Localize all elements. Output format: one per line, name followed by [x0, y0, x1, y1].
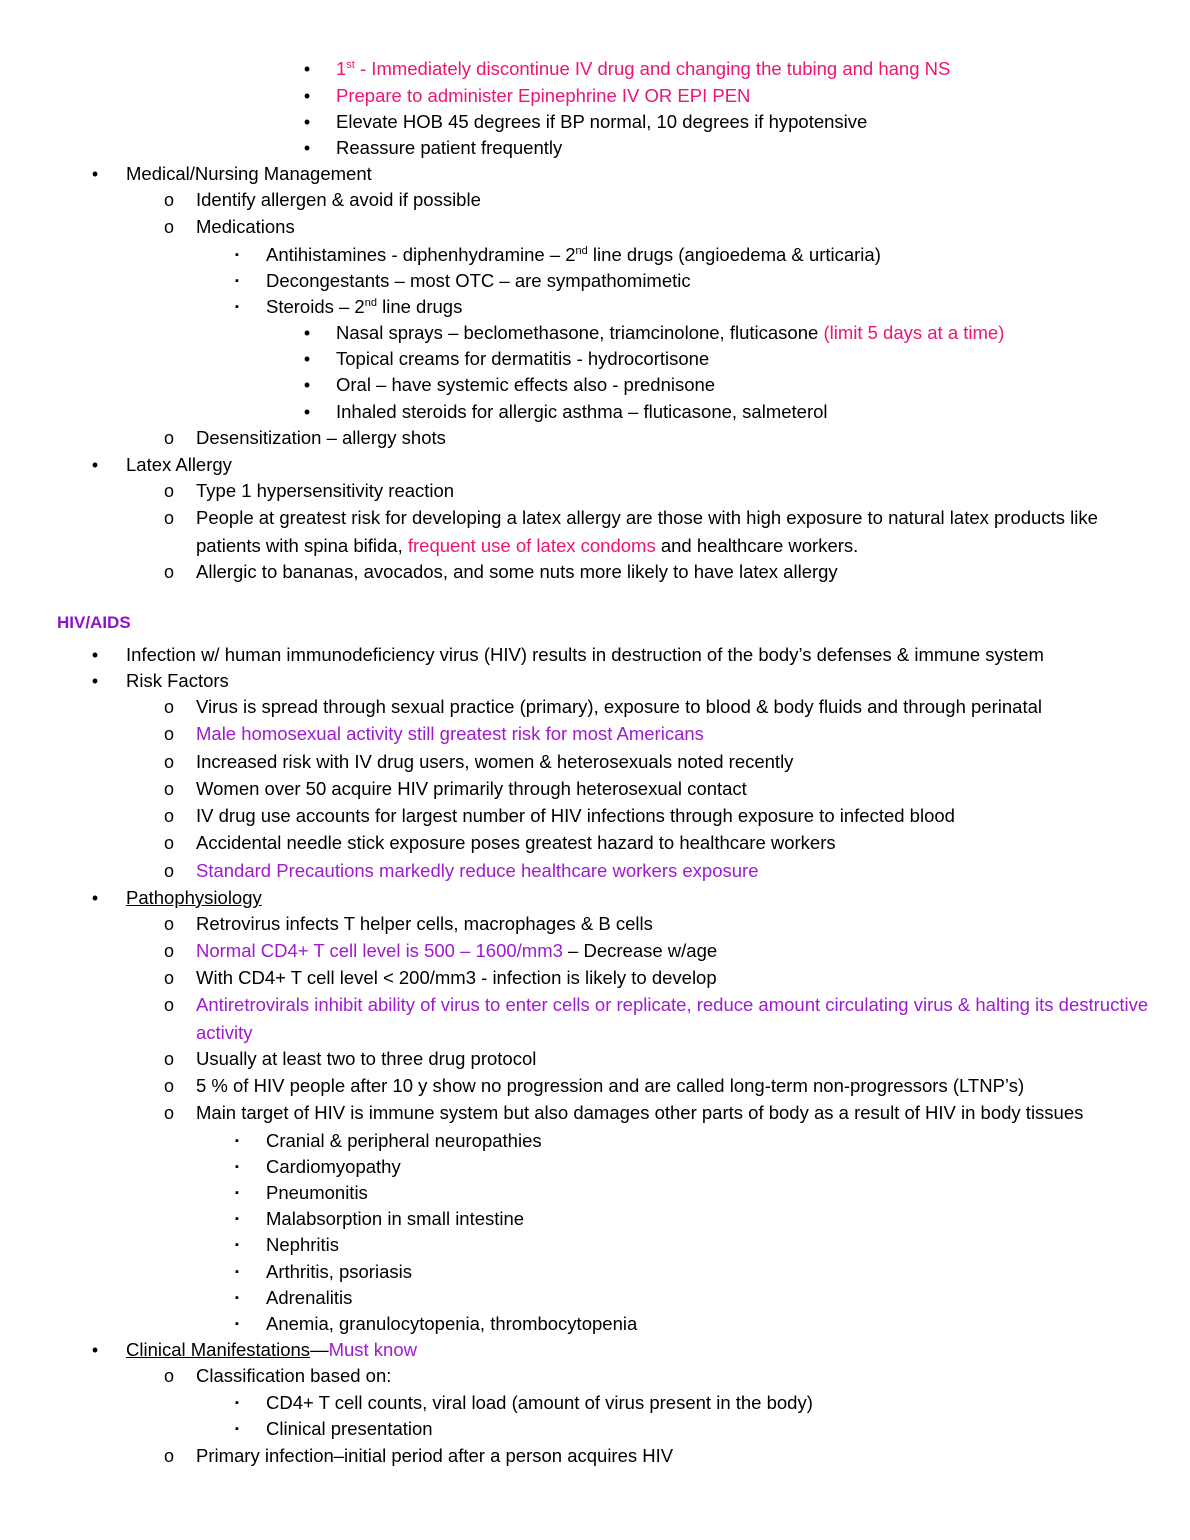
text-run: Topical creams for dermatitis - hydrocortisone: [336, 348, 710, 369]
circle-bullet-icon: o: [163, 861, 174, 881]
text-run: IV drug use accounts for largest number of HIV infections through exposure to infected blood: [196, 805, 955, 826]
list-item-text: [196, 722, 1150, 746]
bullet-icon: •: [303, 86, 311, 106]
text-run: Adrenalitis: [266, 1287, 353, 1308]
circle-bullet-icon: o: [163, 481, 174, 501]
circle-bullet-icon: o: [163, 806, 174, 826]
list-item-text: [126, 162, 1150, 186]
text-run: line drugs: [376, 296, 463, 317]
list-item-text: [196, 504, 1150, 560]
list-item-text: [126, 886, 1150, 910]
text-run: Desensitization – allergy shots: [196, 427, 446, 448]
text-run: Antiretrovirals inhibit ability of virus to enter cells or replicate, reduce amount circulating virus & halting its destructive activity: [196, 994, 1149, 1043]
bullet-icon: •: [303, 402, 311, 422]
circle-bullet-icon: o: [163, 752, 174, 772]
list-item-text: [266, 1181, 1150, 1205]
list-item-text: [336, 136, 1150, 160]
square-bullet-icon: ▪: [235, 1397, 239, 1409]
list-item-text: [196, 966, 1150, 990]
circle-bullet-icon: o: [163, 1103, 174, 1123]
text-run: —: [310, 1339, 329, 1360]
square-bullet-icon: ▪: [235, 1292, 239, 1304]
circle-bullet-icon: o: [163, 1446, 174, 1466]
list-item-text: [266, 1155, 1150, 1179]
text-run: Pneumonitis: [266, 1182, 368, 1203]
text-run: Standard Precautions markedly reduce healthcare workers exposure: [196, 860, 759, 881]
list-item-text: [196, 188, 1150, 212]
list-item-text: [266, 1260, 1150, 1284]
list-item-text: [336, 321, 1150, 345]
text-run: Pathophysiology: [126, 887, 262, 908]
text-run: Accidental needle stick exposure poses greatest hazard to healthcare workers: [196, 832, 836, 853]
bullet-icon: •: [303, 375, 311, 395]
text-run: Arthritis, psoriasis: [266, 1261, 412, 1282]
list-item-text: [196, 1364, 1150, 1388]
circle-bullet-icon: o: [163, 1076, 174, 1096]
section-heading: HIV/AIDS: [57, 613, 131, 632]
text-run: Usually at least two to three drug protocol: [196, 1048, 537, 1069]
bullet-icon: •: [303, 323, 311, 343]
text-run: Decongestants – most OTC – are sympathomimetic: [266, 270, 691, 291]
text-run: Normal CD4+ T cell level is 500 – 1600/mm3: [196, 940, 563, 961]
list-item-text: [266, 269, 1150, 293]
text-run: Risk Factors: [126, 670, 229, 691]
text-run: Nasal sprays – beclomethasone, triamcinolone, fluticasone: [336, 322, 824, 343]
list-item-text: [196, 695, 1150, 719]
text-run: Anemia, granulocytopenia, thrombocytopenia: [266, 1313, 638, 1334]
text-run: 5 % of HIV people after 10 y show no progression and are called long-term non-progressors (LTNP’s): [196, 1075, 1025, 1096]
text-run: Nephritis: [266, 1234, 339, 1255]
circle-bullet-icon: o: [163, 914, 174, 934]
list-item-text: [126, 643, 1150, 667]
text-run: st: [346, 58, 355, 71]
circle-bullet-icon: o: [163, 1366, 174, 1386]
text-run: Cardiomyopathy: [266, 1156, 401, 1177]
text-run: Latex Allergy: [126, 454, 232, 475]
text-run: Medical/Nursing Management: [126, 163, 372, 184]
text-run: 1: [336, 58, 347, 79]
list-item-text: [336, 84, 1150, 108]
square-bullet-icon: ▪: [235, 1318, 239, 1330]
bullet-icon: •: [91, 1340, 99, 1360]
square-bullet-icon: ▪: [235, 1161, 239, 1173]
circle-bullet-icon: o: [163, 724, 174, 744]
square-bullet-icon: ▪: [235, 1135, 239, 1147]
circle-bullet-icon: o: [163, 190, 174, 210]
list-item-text: [266, 1286, 1150, 1310]
list-item-text: [336, 373, 1150, 397]
list-item-text: [196, 831, 1150, 855]
text-run: Elevate HOB 45 degrees if BP normal, 10 degrees if hypotensive: [336, 111, 868, 132]
list-item-text: [196, 1444, 1150, 1468]
text-run: frequent use of latex condoms: [407, 535, 656, 556]
square-bullet-icon: ▪: [235, 1239, 239, 1251]
list-item-text: [266, 1207, 1150, 1231]
list-item-text: [336, 400, 1150, 424]
text-run: Women over 50 acquire HIV primarily through heterosexual contact: [196, 778, 747, 799]
text-run: Infection w/ human immunodeficiency virus (HIV) results in destruction of the body’s defenses & immune system: [126, 644, 1044, 665]
text-run: Identify allergen & avoid if possible: [196, 189, 481, 210]
list-item-text: [196, 426, 1150, 450]
bullet-icon: •: [303, 138, 311, 158]
square-bullet-icon: ▪: [235, 301, 239, 313]
list-item-text: [126, 669, 1150, 693]
circle-bullet-icon: o: [163, 217, 174, 237]
circle-bullet-icon: o: [163, 779, 174, 799]
list-item-text: [196, 1074, 1150, 1098]
list-item-text: [196, 479, 1150, 503]
text-run: line drugs (angioedema & urticaria): [587, 244, 881, 265]
list-item-text: [126, 1338, 1150, 1362]
circle-bullet-icon: o: [163, 968, 174, 988]
list-item-text: [196, 560, 1150, 584]
text-run: and healthcare workers.: [655, 535, 859, 556]
text-run: Reassure patient frequently: [336, 137, 563, 158]
text-run: Clinical Manifestations: [126, 1339, 311, 1360]
list-item-text: [196, 804, 1150, 828]
text-run: Prepare to administer Epinephrine IV OR EPI PEN: [336, 85, 751, 106]
text-run: – Decrease w/age: [562, 940, 718, 961]
text-run: Cranial & peripheral neuropathies: [266, 1130, 542, 1151]
bullet-icon: •: [91, 671, 99, 691]
square-bullet-icon: ▪: [235, 1266, 239, 1278]
list-item-text: [126, 453, 1150, 477]
bullet-icon: •: [303, 59, 311, 79]
text-run: Steroids – 2: [266, 296, 365, 317]
text-run: nd: [364, 296, 377, 309]
square-bullet-icon: ▪: [235, 1423, 239, 1435]
bullet-icon: •: [303, 112, 311, 132]
circle-bullet-icon: o: [163, 1049, 174, 1069]
list-item-text: [196, 750, 1150, 774]
text-run: Male homosexual activity still greatest risk for most Americans: [196, 723, 704, 744]
text-run: Increased risk with IV drug users, women & heterosexuals noted recently: [196, 751, 794, 772]
bullet-icon: •: [303, 349, 311, 369]
text-run: Type 1 hypersensitivity reaction: [196, 480, 455, 501]
text-run: Malabsorption in small intestine: [266, 1208, 525, 1229]
bullet-icon: •: [91, 645, 99, 665]
text-run: Oral – have systemic effects also - prednisone: [336, 374, 716, 395]
list-item-text: [196, 1101, 1150, 1125]
text-run: Classification based on:: [196, 1365, 392, 1386]
text-run: (limit 5 days at a time): [823, 322, 1005, 343]
circle-bullet-icon: o: [163, 697, 174, 717]
list-item-text: [196, 912, 1150, 936]
list-item-text: [196, 991, 1150, 1047]
list-item-text: [336, 347, 1150, 371]
bullet-icon: •: [91, 164, 99, 184]
text-run: nd: [575, 244, 588, 257]
text-run: Primary infection–initial period after a person acquires HIV: [196, 1445, 674, 1466]
text-run: Retrovirus infects T helper cells, macrophages & B cells: [196, 913, 653, 934]
text-run: Clinical presentation: [266, 1418, 433, 1439]
square-bullet-icon: ▪: [235, 249, 239, 261]
list-item-text: [266, 1233, 1150, 1257]
square-bullet-icon: ▪: [235, 275, 239, 287]
text-run: Must know: [328, 1339, 417, 1360]
square-bullet-icon: ▪: [235, 1213, 239, 1225]
list-item-text: [266, 1417, 1150, 1441]
text-run: Medications: [196, 216, 295, 237]
circle-bullet-icon: o: [163, 508, 174, 528]
circle-bullet-icon: o: [163, 995, 174, 1015]
list-item-text: [336, 110, 1150, 134]
list-item-text: [266, 1312, 1150, 1336]
text-run: CD4+ T cell counts, viral load (amount of virus present in the body): [266, 1392, 813, 1413]
list-item-text: [196, 859, 1150, 883]
circle-bullet-icon: o: [163, 428, 174, 448]
circle-bullet-icon: o: [163, 941, 174, 961]
text-run: People at greatest risk for developing a latex allergy are those with high exposure to natural latex products like patients with spina bifida,: [196, 507, 1098, 556]
text-run: With CD4+ T cell level < 200/mm3 - infection is likely to develop: [196, 967, 717, 988]
circle-bullet-icon: o: [163, 833, 174, 853]
list-item-text: [196, 939, 1150, 963]
list-item-text: [196, 777, 1150, 801]
text-run: Inhaled steroids for allergic asthma – fluticasone, salmeterol: [336, 401, 828, 422]
text-run: - Immediately discontinue IV drug and changing the tubing and hang NS: [354, 58, 951, 79]
circle-bullet-icon: o: [163, 562, 174, 582]
bullet-icon: •: [91, 888, 99, 908]
list-item-text: [336, 57, 1150, 81]
list-item-text: [266, 243, 1150, 267]
list-item-text: [196, 1047, 1150, 1071]
bullet-icon: •: [91, 455, 99, 475]
square-bullet-icon: ▪: [235, 1187, 239, 1199]
list-item-text: [196, 215, 1150, 239]
text-run: Allergic to bananas, avocados, and some nuts more likely to have latex allergy: [196, 561, 838, 582]
list-item-text: [266, 1129, 1150, 1153]
list-item-text: [266, 295, 1150, 319]
text-run: Virus is spread through sexual practice (primary), exposure to blood & body fluids and through perinatal: [196, 696, 1042, 717]
text-run: Main target of HIV is immune system but also damages other parts of body as a result of HIV in body tissues: [196, 1102, 1084, 1123]
text-run: Antihistamines - diphenhydramine – 2: [266, 244, 576, 265]
list-item-text: [266, 1391, 1150, 1415]
